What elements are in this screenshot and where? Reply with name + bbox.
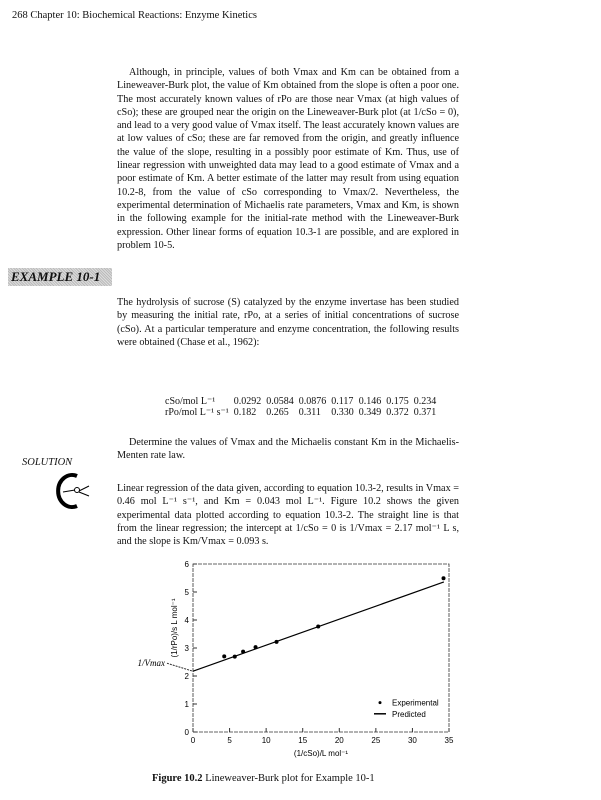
cell: 0.0292 — [233, 396, 262, 407]
y-tick-label: 5 — [184, 588, 189, 597]
row-label: rPo/mol L⁻¹ s⁻¹ — [165, 407, 229, 418]
lineweaver-burk-chart — [130, 555, 470, 770]
x-tick-label: 10 — [261, 736, 271, 745]
x-tick-label: 5 — [227, 736, 232, 745]
row-label: cSo/mol L⁻¹ — [165, 396, 216, 407]
x-tick-label: 25 — [371, 736, 381, 745]
y-tick-label: 2 — [184, 672, 189, 681]
cell: 0.234 — [413, 396, 437, 407]
cell: 0.330 — [331, 407, 354, 418]
data-point — [316, 624, 320, 628]
x-tick-label: 0 — [190, 736, 196, 745]
cell: 0.146 — [358, 396, 382, 407]
x-axis-label: (1/cSo)/L mol⁻¹ — [293, 749, 349, 758]
y-axis-label: (1/rPo)/s L mol⁻¹ — [170, 598, 179, 658]
y-tick-label: 0 — [184, 728, 189, 737]
data-point — [254, 645, 258, 649]
example-text — [117, 296, 459, 349]
y-tick-label: 3 — [184, 644, 189, 653]
intercept-leader — [167, 663, 193, 671]
intro-paragraph — [117, 66, 459, 252]
running-header: 268 Chapter 10: Biochemical Reactions: Enzyme Kinetics — [12, 10, 257, 21]
question-text: Determine the values of Vmax and the Michaelis constant Km in the Michaelis-Menten rate law. — [117, 437, 459, 462]
solution-body: Linear regression of the data given, according to equation 10.3-2, results in Vmax = 0.46 mol L⁻¹ s⁻¹, and Km = 0.043 mol L⁻¹. Figure 10.2 shows the given experimental data plotted according to equation 10.3-2. The straight line is that from the linear regression; the intercept at 1/cSo = 0 is 1/Vmax = 2.17 mol⁻¹ L s, and the slope is Km/Vmax = 0.093 s. — [117, 483, 459, 548]
solution-label: SOLUTION — [22, 457, 73, 468]
example-body: The hydrolysis of sucrose (S) catalyzed by the enzyme invertase has been studied by measuring the initial rate, rPo, at a series of initial concentrations of sucrose (cSo). At a particular temperature and enzyme concentration, the following results were obtained (Chase et al., 1962): — [117, 297, 459, 348]
legend-marker-experimental — [379, 701, 382, 704]
x-tick-label: 15 — [298, 736, 308, 745]
cell: 0.265 — [266, 407, 289, 418]
y-tick-label: 1 — [184, 700, 189, 709]
cell: 0.311 — [298, 407, 321, 418]
x-tick-label: 30 — [407, 736, 417, 745]
intro-text: Although, in principle, values of both Vmax and Km can be obtained from a Lineweaver-Burk plot, the value of Km obtained from the slope is often a poor one. The most accurately known values of rPo are those near Vmax (at high values of cSo); these are grouped near the origin on the Lineweaver-Burk plot (at 1/cSo = 0), and lead to a very good value of Vmax itself. The least accurately known values are at low values of cSo; these are far removed from the origin, and greatly influence the value of the slope, resulting in a possibly poor estimate of Km. Thus, use of linear regression with unweighted data may lead to a good estimate of Vmax and a poor estimate of Km. A better estimate of the latter may result from using equation 10.2-8, from the value of cSo corresponding to Vmax/2. Nevertheless, the experimental determination of Michaelis rate parameters, Vmax and Km, is shown in the following example for the initial-rate method with the Lineweaver-Burk expression. Other linear forms of equation 10.3-1 are possible, and are explored in problem 10-5. — [117, 67, 459, 251]
y-tick-label: 4 — [184, 616, 189, 625]
x-tick-label: 20 — [334, 736, 344, 745]
y-tick-label: 6 — [184, 560, 189, 569]
cell: 0.349 — [358, 407, 382, 418]
cell: 0.182 — [233, 407, 257, 418]
question — [117, 436, 459, 463]
data-point — [442, 576, 446, 580]
figure-caption: Figure 10.2 Lineweaver-Burk plot for Example 10-1 — [152, 773, 375, 784]
legend-label-predicted: Predicted — [392, 709, 426, 719]
caption-text: Lineweaver-Burk plot for Example 10-1 — [205, 773, 375, 784]
example-label: EXAMPLE 10-1 — [8, 268, 112, 286]
solution-text — [117, 482, 459, 548]
solution-icon — [55, 470, 91, 512]
cell: 0.372 — [386, 407, 409, 418]
intercept-label: 1/Vmax — [137, 658, 165, 669]
data-point — [222, 654, 226, 658]
x-tick-label: 35 — [444, 736, 454, 745]
cell: 0.371 — [413, 407, 437, 418]
table-row — [165, 407, 441, 418]
table-row — [165, 396, 441, 407]
data-point — [233, 655, 237, 659]
cell: 0.117 — [331, 396, 354, 407]
cell: 0.0584 — [266, 396, 294, 407]
legend-label-experimental: Experimental — [392, 698, 439, 708]
data-table — [165, 396, 441, 418]
data-point — [275, 640, 279, 644]
cell: 0.175 — [386, 396, 409, 407]
data-point — [241, 650, 245, 654]
cell: 0.0876 — [298, 396, 327, 407]
